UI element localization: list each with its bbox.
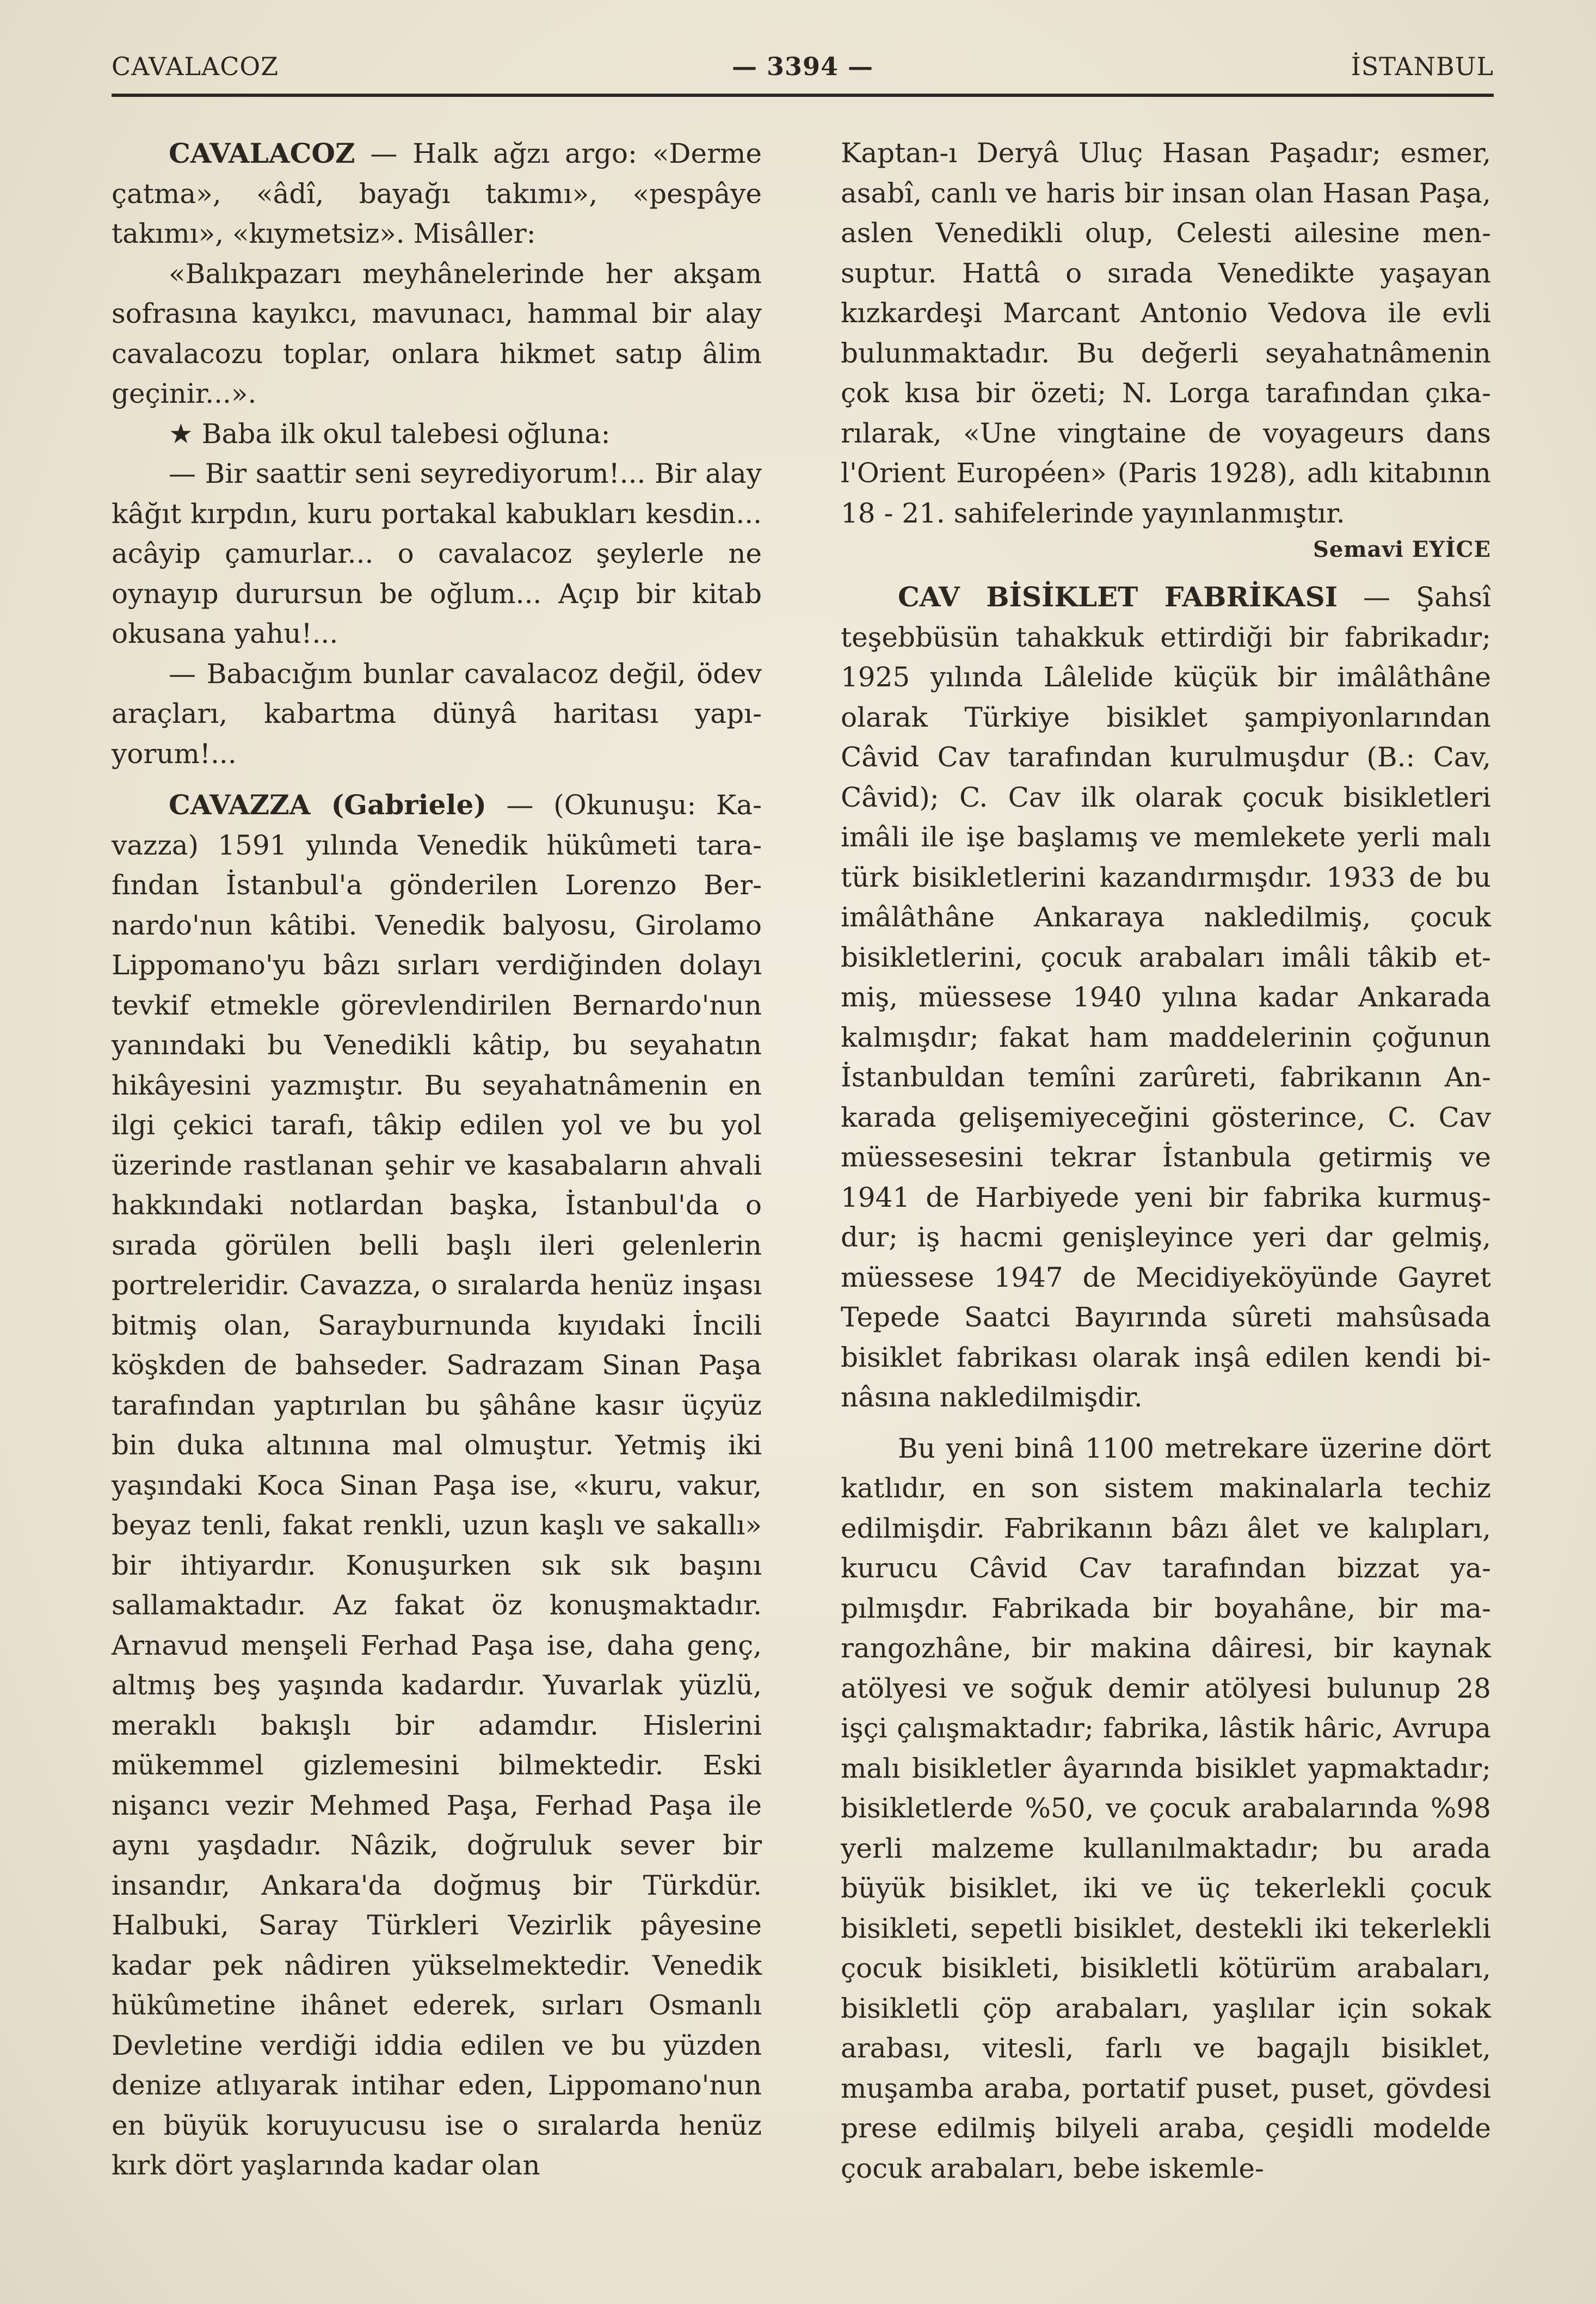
entry-term-cavalacoz: CAVALACOZ [169,137,355,169]
entry-term-cavazza: CAVAZZA (Gabriele) [169,789,486,821]
left-column [112,133,762,2186]
example-intro [112,414,762,454]
header-first-entry: CAVALACOZ [112,52,279,81]
example-quote: «Balıkpazarı meyhânelerinde her akşam sofrasına kayıkcı, mavunacı, hammal bir alay cavalacozu toplar, onlara hikmet satıp âlim geçinir...». [112,257,762,409]
header-rule [112,94,1494,97]
entry-cavalacoz [112,133,762,254]
page-header [112,52,1494,84]
entry-text: — (Okunuşu: Kavazza) 1591 yılında Venedik hükûmeti tarafından İstanbul'a gönderilen Lorenzo Bernardo'nun kâtibi. Venedik balyosu, Girolamo Lippomano'yu bâzı sırları verdiğinden dolayı tevkif etmekle görevlendirilen Bernardo'nun yanındaki bu Venedikli kâtip, bu seyahatın hikâyesini yazmıştır. Bu seyahatnâmenin en ilgi çekici tarafı, tâkip edilen yol ve bu yol üzerinde rastlanan şehir ve kasabaların ahvali hakkındaki notlardan başka, İstanbul'da o sırada görülen belli başlı ileri gelenlerin portreleridir. Cavazza, o sıralarda henüz inşası bitmiş olan, Sarayburnunda kıyıdaki İncili köşkden de bahseder. Sadrazam Sinan Paşa tarafından yaptırılan bu şâhâne kasır üçyüz bin duka altınına mal olmuştur. Yetmiş iki yaşındaki Koca Sinan Paşa ise, «kuru, vakur, beyaz tenli, fakat renkli, uzun kaşlı ve sakallı» bir ihtiyardır. Konuşurken sık sık başını sallamaktadır. Az fakat öz konuşmaktadır. Arnavud menşeli Ferhad Paşa ise, daha genç, altmış beş yaşında kadardır. Yuvarlak yüzlü, meraklı bakışlı bir adamdır. Hislerini mükemmel gizlemesini bilmektedir. Eski nişancı vezir Mehmed Paşa, Ferhad Paşa ile aynı yaşdadır. Nâzik, doğruluk sever bir insandır, Ankara'da doğmuş bir Türkdür. Halbuki, Saray Türkleri Vezirlik pâyesine kadar pek nâdiren yükselmektedir. Venedik hükûmetine ihânet ederek, sırları Osmanlı Devletine verdiği iddia edilen ve bu yüzden denize atlıyarak intihar eden, Lippomano'nun en büyük koruyucusu ise o sıralarda henüz kırk dört yaşlarında kadar olan [112,789,762,2181]
entry-cavazza [112,785,762,2186]
right-column [841,133,1491,2189]
page-number: — 3394 — [731,52,874,81]
entry-text: — Şahsî teşebbüsün tahakkuk ettirdiği bir fabrikadır; 1925 yılında Lâlelide küçük bir imâlâthâne olarak Türkiye bisiklet şampiyonlarından Câvid Cav tarafından kurulmuşdur (B.: Cav, Câvid); C. Cav ilk olarak çocuk bisikletleri imâli ile işe başlamış ve memlekete yerli malı türk bisikletlerini kazandırmışdır. 1933 de bu imâlâthâne Ankaraya nakledilmiş, çocuk bisikletlerini, çocuk arabaları imâli tâkib etmiş, müessese 1940 yılına kadar Ankarada kalmışdır; fakat ham maddelerinin çoğunun İstanbuldan temîni zarûreti, fabrikanın Ankarada gelişemiyeceğini gösterince, C. Cav müessesesini tekrar İstanbula getirmiş ve 1941 de Harbiyede yeni bir fabrika kurmuşdur; iş hacmi genişleyince yeri dar gelmiş, müessese 1947 de Mecidiyeköyünde Gayret Tepede Saatci Bayırında sûreti mahsûsada bisiklet fabrikası olarak inşâ edilen kendi binâsına nakledilmişdir. [841,581,1491,1413]
star-icon: ★ [169,417,193,450]
entry-term-cav-bisiklet: CAV BİSİKLET FABRİKASI [898,581,1338,613]
entry-cavazza-continued: Kaptan-ı Deryâ Uluç Hasan Paşadır; esmer, asabî, canlı ve haris bir insan olan Hasan Paşa, aslen Venedikli olup, Celesti ailesine mensuptur. Hattâ o sırada Venedikte yaşayan kızkardeşi Marcant Antonio Vedova ile evli bulunmaktadır. Bu değerli seyahatnâmenin çok kısa bir özeti; N. Lorga tarafından çıkarılarak, «Une vingtaine de voyageurs dans l'Orient Européen» (Paris 1928), adlı kitabının 18 - 21. sahifelerinde yayınlanmıştır. [841,137,1491,529]
author-signature: Semavi EYİCE [1312,537,1491,562]
entry-definition: — Halk ağzı argo: «Derme çatma», «âdî, bayağı takımı», «pespâye takımı», «kıymetsiz». Misâller: [112,138,762,249]
header-last-entry: İSTANBUL [1351,52,1494,81]
example-reply: — Babacığım bunlar cavalacoz değil, ödev araçları, kabartma dünyâ haritası yapıyorum!... [112,658,762,770]
entry-cav-bisiklet [841,577,1491,1418]
example-dialogue: — Bir saattir seni seyrediyorum!... Bir alay kâğıt kırpdın, kuru portakal kabukları kesdin... acâyip çamurlar... o cavalacoz şeylerle ne oynayıp durursun be oğlum... Açıp bir kitab okusana yahu!... [112,458,762,649]
entry-cav-paragraph-2: Bu yeni binâ 1100 metrekare üzerine dört katlıdır, en son sistem makinalarla techiz edilmişdir. Fabrikanın bâzı âlet ve kalıpları, kurucu Câvid Cav tarafından bizzat yapılmışdır. Fabrikada bir boyahâne, bir marangozhâne, bir makina dâiresi, bir kaynak atölyesi ve soğuk demir atölyesi bulunup 28 işçi çalışmaktadır; fabrika, lâstik hâric, Avrupa malı bisikletler âyarında bisiklet yapmaktadır; bisikletlerde %50, ve çocuk arabalarında %98 yerli malzeme kullanılmaktadır; bu arada büyük bisiklet, iki ve üç tekerlekli çocuk bisikleti, sepetli bisiklet, destekli iki tekerlekli çocuk bisikleti, bisikletli kötürüm arabaları, bisikletli çöp arabaları, yaşlılar için sokak arabası, vitesli, farlı ve bagajlı bisiklet, muşamba araba, portatif puset, puset, gövdesi prese edilmiş bilyeli araba, çeşidli modelde çocuk arabaları, bebe iskemle- [841,1432,1491,2184]
example-intro-text: Baba ilk okul talebesi oğluna: [193,417,611,450]
